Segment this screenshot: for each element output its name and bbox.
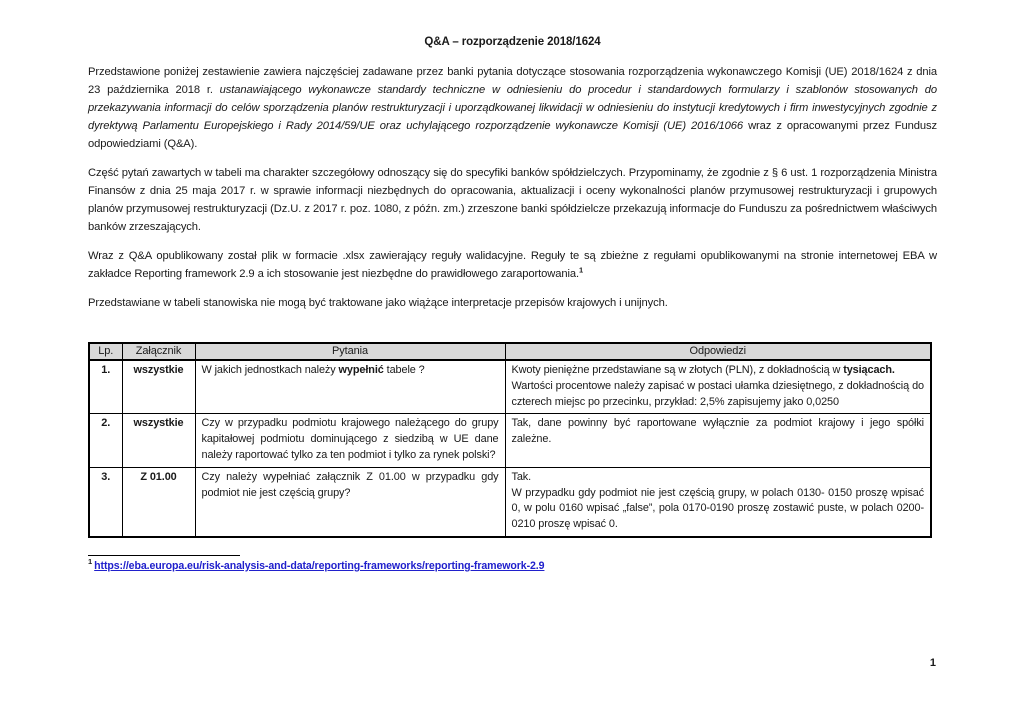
paragraph-cooperative-banks: Część pytań zawartych w tabeli ma charakter szczegółowy odnoszący się do specyfiki banków spółdzielczych. Przypominamy, że zgodnie z § 6 ust. 1 rozporządzenia Ministra Finansów z dnia 25 maja 2017 r. w sprawie informacji niezbędnych do opracowania, aktualizacji i oceny wykonalności planów przymusowej restrukturyzacji i grupowych planów przymusowej restrukturyzacji (Dz.U. z 2017 r. poz. 1080, z późn. zm.) zrzeszone banki spółdzielcze przekazują informacje do Funduszu za pośrednictwem właściwych banków zrzeszających. <box>88 167 937 233</box>
cell-row2-answer: Tak, dane powinny być raportowane wyłącznie za podmiot krajowy i jego spółki zależne. <box>505 414 931 467</box>
footnote-divider <box>88 555 240 556</box>
table-header-row <box>89 343 931 360</box>
footnote-link[interactable]: https://eba.europa.eu/risk-analysis-and-data/reporting-frameworks/reporting-framework-2.9 <box>94 559 545 572</box>
footnote-section <box>88 555 937 572</box>
cell-row1-lp: 1. <box>89 360 122 414</box>
cell-row3-zalacznik: Z 01.00 <box>122 467 195 537</box>
page-number: 1 <box>929 657 936 669</box>
footnote-line <box>88 557 937 572</box>
col-header-zalacznik: Załącznik <box>122 343 195 360</box>
cell-row1-question <box>195 360 505 414</box>
cell-row3-lp: 3. <box>89 467 122 537</box>
row1-answer-block-2: Wartości procentowe należy zapisać w postaci ułamka dziesiętnego, z dokładnością do czterech miejsc po przecinku, przykład: 2,5% zapisujemy jako 0,0250 <box>511 379 924 408</box>
col-header-odpowiedzi: Odpowiedzi <box>505 343 931 360</box>
row1-answer-bold: tysiącach. <box>843 364 895 376</box>
footnote-marker: 1 <box>88 557 93 567</box>
footnote-reference: 1 <box>579 265 584 275</box>
document-content <box>88 36 937 572</box>
col-header-pytania: Pytania <box>195 343 505 360</box>
paragraph-intro-text-1: Przedstawione poniżej zestawienie zawiera najczęściej zadawane przez banki pytania dotyczące stosowania rozporządzenia wykonawczego Komisji (UE) 2018/1624 z dnia 23 października 2018 r. <box>88 66 937 96</box>
paragraph-intro <box>88 63 937 153</box>
cell-row1-answer <box>505 360 931 414</box>
cell-row3-question: Czy należy wypełniać załącznik Z 01.00 w przypadku gdy podmiot nie jest częścią grupy? <box>195 467 505 537</box>
row1-question-text-2: tabele ? <box>383 364 425 376</box>
paragraph-intro-text-2: wraz z opracowanymi przez Fundusz odpowiedziami (Q&A). <box>88 120 938 150</box>
cell-row1-zalacznik: wszystkie <box>122 360 195 414</box>
cell-row2-zalacznik: wszystkie <box>122 414 195 467</box>
paragraph-intro-italic: ustanawiającego wykonawcze standardy techniczne w odniesieniu do procedur i standardowych formularzy i szablonów stosowanych do przekazywania informacji do celów sporządzenia planów restrukturyzacji i uporządkowanej likwidacji w odniesieniu do instytucji kredytowych i firm inwestycyjnych zgodnie z dyrektywą Parlamentu Europejskiego i Rady 2014/59/UE oraz uchylającego rozporządzenie wykonawcze Komisji (UE) 2016/1066 <box>88 84 938 132</box>
row1-question-bold: wypełnić <box>338 364 384 376</box>
paragraph-disclaimer: Przedstawiane w tabeli stanowiska nie mogą być traktowane jako wiążące interpretacje przepisów krajowych i unijnych. <box>88 297 668 309</box>
row1-answer-block-1 <box>512 363 925 379</box>
cell-row3-answer <box>505 467 931 537</box>
row3-answer-block-2: W przypadku gdy podmiot nie jest częścią grupy, w polach 0130- 0150 proszę wpisać 0, w polu 0160 wpisać „false”, pola 0170-0190 proszę zostawić puste, w polach 0200-0210 proszę wpisać 0. <box>511 486 924 531</box>
qa-table <box>88 342 932 538</box>
table-row-2 <box>89 414 931 467</box>
paragraph-validation-rules-text: Wraz z Q&A opublikowany został plik w formacie .xlsx zawierający reguły walidacyjne. Reguły te są zbieżne z regułami opublikowanymi na stronie internetowej EBA w zakładce Reporting framework 2.9 a ich stosowanie jest niezbędne do prawidłowego zaraportowania. <box>88 250 937 280</box>
cell-row2-lp: 2. <box>89 414 122 467</box>
table-row-1 <box>89 360 931 414</box>
paragraph-validation-rules <box>88 247 937 283</box>
col-header-lp: Lp. <box>89 343 122 360</box>
row3-answer-block-1: Tak. <box>511 470 532 483</box>
document-title: Q&A – rozporządzenie 2018/1624 <box>424 36 601 48</box>
row1-answer-text: Kwoty pieniężne przedstawiane są w złotych (PLN), z dokładnością w <box>511 364 844 376</box>
cell-row2-question: Czy w przypadku podmiotu krajowego należącego do grupy kapitałowej podmiotu dominującego z siedzibą w UE dane należy raportować tylko za ten podmiot i tylko za rynek polski? <box>195 414 505 467</box>
table-row-3 <box>89 467 931 537</box>
row1-question-text-1: W jakich jednostkach należy <box>201 364 339 376</box>
